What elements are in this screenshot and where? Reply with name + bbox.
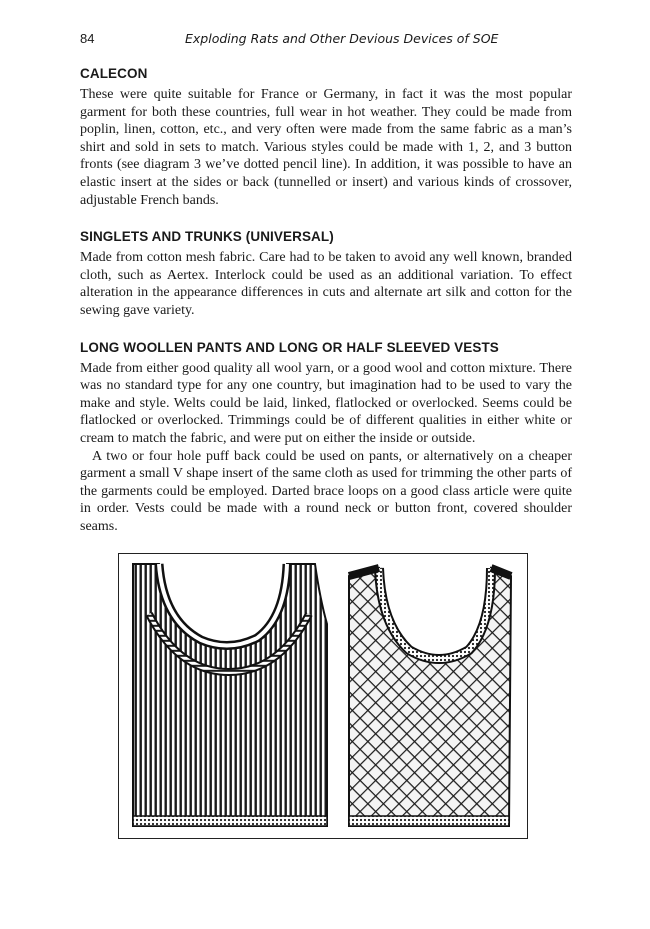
page-content bbox=[80, 66, 572, 555]
section-paragraph: Made from either good quality all wool yarn, or a good wool and cotton mixture. There was no standard type for any one country, but imagination had to be used to vary the make and style. Welts could be laid, linked, flatlocked or overlocked. Seems could be flatlocked or overlocked. Trimmings could be of different qualities in either white or cream to match the fabric, and were put on either the inside or outside. bbox=[80, 360, 572, 446]
section-heading: LONG WOOLLEN PANTS AND LONG OR HALF SLEEVED VESTS bbox=[80, 339, 499, 355]
page-number: 84 bbox=[80, 31, 95, 46]
running-title: Exploding Rats and Other Devious Devices of SOE bbox=[185, 31, 499, 46]
page-header bbox=[80, 31, 572, 51]
section-paragraph: Made from cotton mesh fabric. Care had to be taken to avoid any well known, branded cloth, such as Aertex. Interlock could be used as an additional variation. To effect alteration in the appearance differences in cuts and alternate art silk and cotton for the sewing gave variety. bbox=[80, 250, 572, 318]
striped-singlet-drawing bbox=[133, 564, 327, 826]
section-heading: CALECON bbox=[80, 66, 148, 81]
garment-illustration-svg bbox=[119, 554, 526, 837]
mesh-singlet-drawing bbox=[349, 568, 511, 826]
section-heading: SINGLETS AND TRUNKS (UNIVERSAL) bbox=[80, 229, 334, 245]
section-singlets bbox=[80, 229, 572, 319]
section-calecon bbox=[80, 66, 572, 209]
garment-illustration bbox=[118, 553, 528, 839]
section-paragraph: These were quite suitable for France or Germany, in fact it was the most popular garment for both these countries, full wear in hot weather. They could be made from poplin, linen, cotton, etc., and very often were made from the same fabric as a man’s shirt and sold in sets to match. Various styles could be made with 1, 2, and 3 button fronts (see diagram 3 we’ve dotted pencil line). In addition, it was possible to have an elastic insert at the sides or back (tunnelled or insert) and various kinds of crossover, adjustable French bands. bbox=[80, 87, 572, 208]
section-woollen bbox=[80, 340, 572, 536]
section-paragraph: A two or four hole puff back could be used on pants, or alternatively on a cheaper garment a small V shape insert of the same cloth as used for trimming the other parts of the garments could be employed. Darted brace loops on a good class article were quite in order. Vests could be made with a round neck or button front, covered shoulder seams. bbox=[80, 448, 572, 534]
